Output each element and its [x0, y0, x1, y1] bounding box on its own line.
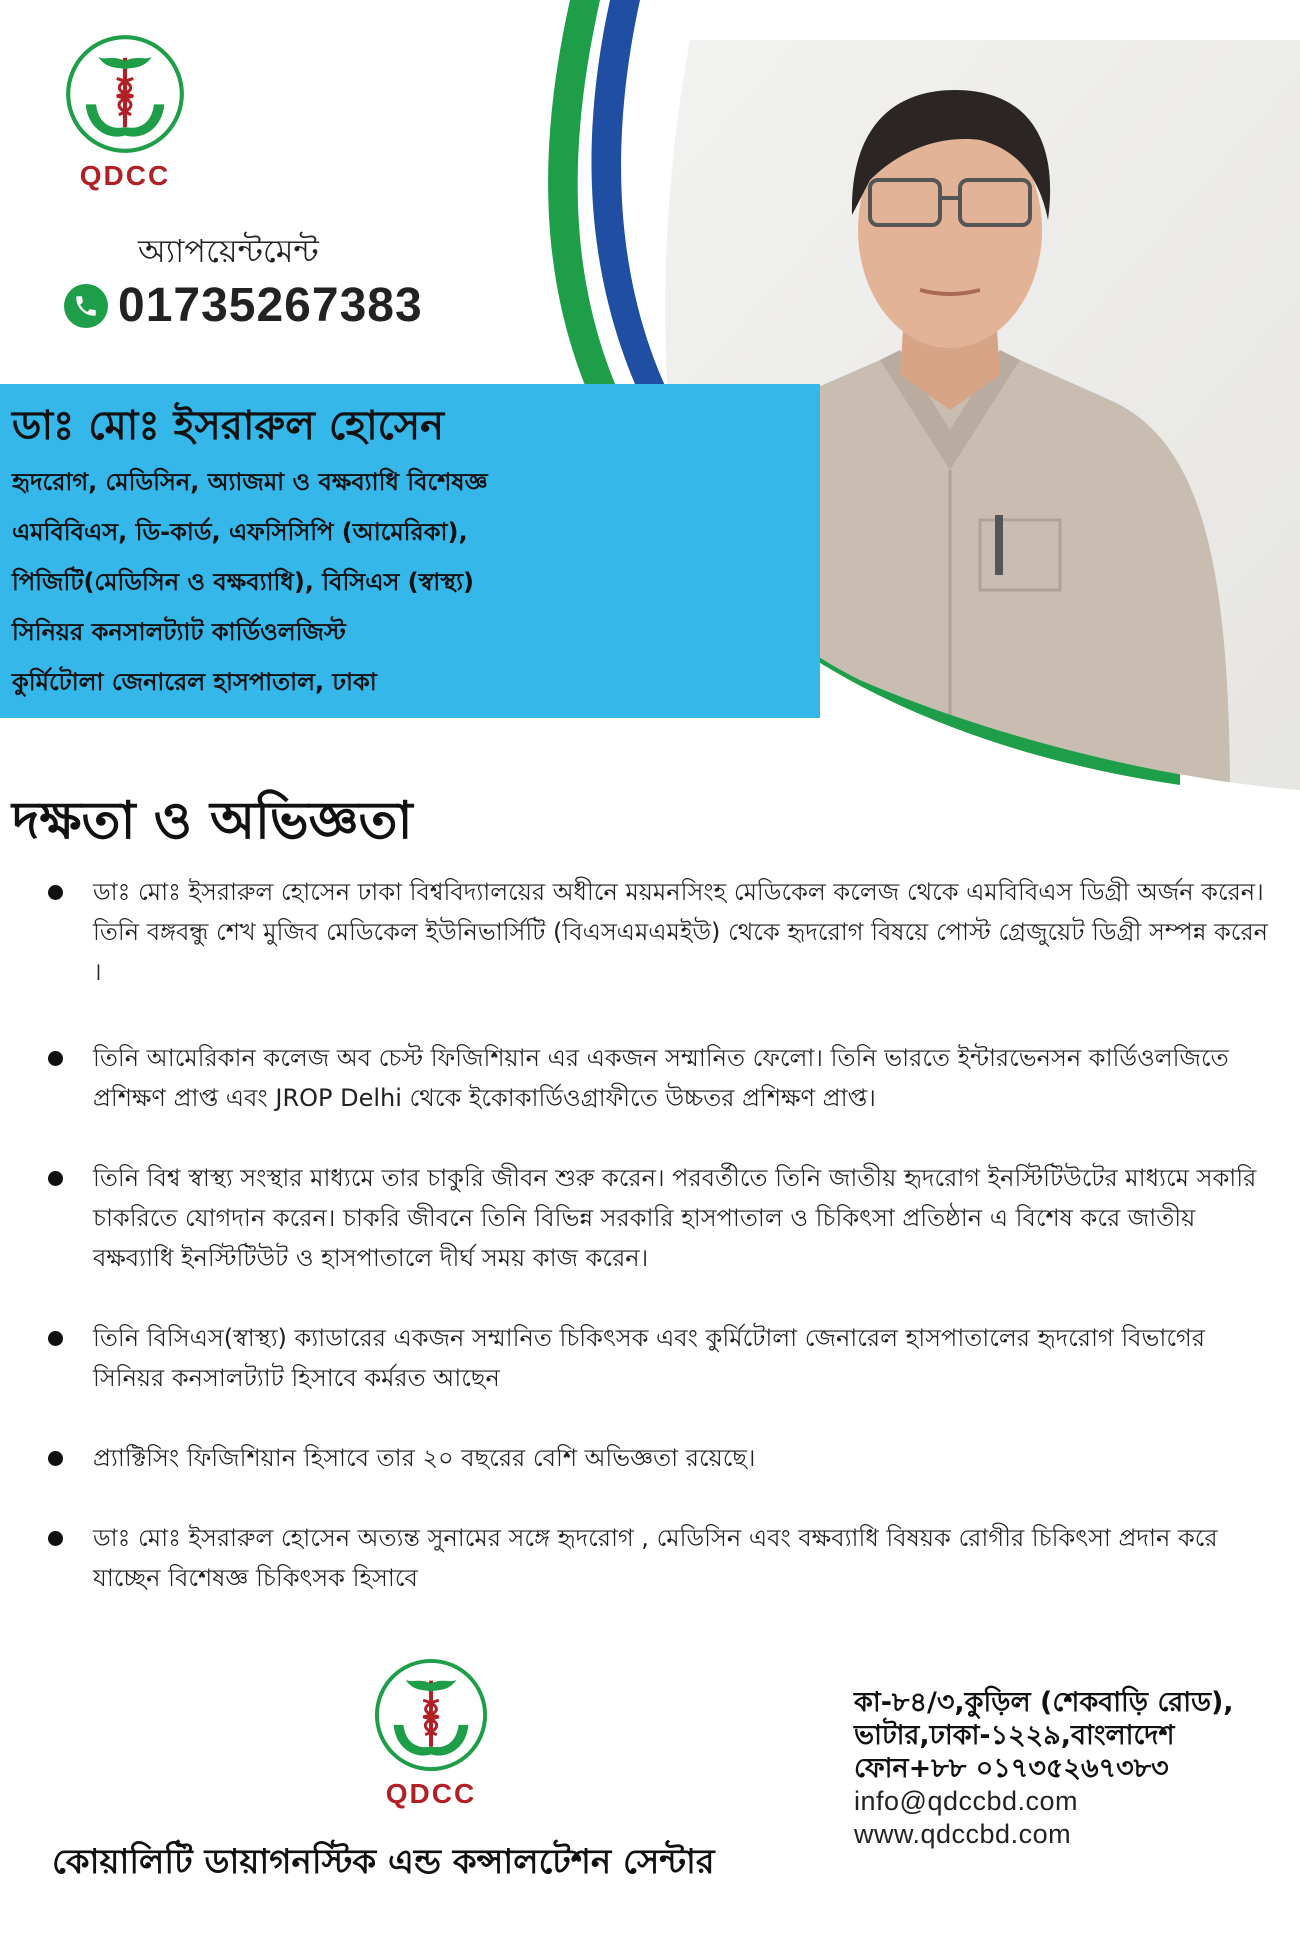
list-item-text: তিনি আমেরিকান কলেজ অব চেস্ট ফিজিশিয়ান এর একজন সম্মানিত ফেলো। তিনি ভারতে ইন্টারভেনসন কার্ডিওলজিতে প্রশিক্ষণ প্রাপ্ত এবং JROP Delhi থেকে ইকোকার্ডিওগ্রাফীতে উচ্চতর প্রশিক্ষণ প্রাপ্ত।	[93, 1044, 1229, 1112]
bullet-dot	[48, 885, 63, 900]
address-line-2: ভাটার,ঢাকা-১২২৯,বাংলাদেশ	[854, 1720, 1175, 1751]
contact-block	[854, 1686, 1294, 1851]
footer-phone[interactable]: ফোন+৮৮ ০১৭৩৫২৬৭৩৮৩	[854, 1753, 1169, 1784]
organization-name: কোয়ালিটি ডায়াগনস্টিক এন্ড কন্সালটেশন সেন্টার	[52, 1842, 715, 1882]
caduceus-hands-icon	[372, 1656, 490, 1774]
logo-text: QDCC	[79, 160, 171, 191]
list-item-text: ডাঃ মোঃ ইসরারুল হোসেন ঢাকা বিশ্ববিদ্যালয়ের অধীনে ময়মনসিংহ মেডিকেল কলেজ থেকে এমবিবিএস ডিগ্রী অর্জন করেন। তিনি বঙ্গবন্ধু শেখ মুজিব মেডিকেল ইউনিভার্সিটি (বিএসএমএমইউ) থেকে হৃদরোগ বিষয়ে পোস্ট গ্রেজুয়েট ডিগ্রী সম্পন্ন করেন ।	[93, 878, 1268, 986]
list-item	[48, 1438, 1278, 1478]
list-item	[48, 1038, 1278, 1118]
website-link[interactable]: www.qdccbd.com	[854, 1819, 1072, 1849]
bullet-dot	[48, 1171, 63, 1186]
caduceus-hands-icon	[63, 32, 187, 156]
logo-text-footer: QDCC	[385, 1778, 477, 1809]
section-title: দক্ষতা ও অভিজ্ঞতা	[12, 791, 413, 851]
doctor-training: পিজিটি(মেডিসিন ও বক্ষব্যাধি), বিসিএস (স্বাস্থ্য)	[12, 568, 475, 596]
email-link[interactable]: info@qdccbd.com	[854, 1786, 1079, 1816]
doctor-specialty: হৃদরোগ, মেডিসিন, অ্যাজমা ও বক্ষব্যাধি বিশেষজ্ঞ	[12, 468, 488, 496]
doctor-degrees: এমবিবিএস, ডি-কার্ড, এফসিসিপি (আমেরিকা),	[12, 518, 468, 546]
doctor-name: ডাঃ মোঃ ইসরারুল হোসেন	[12, 403, 445, 449]
qdcc-logo	[60, 32, 190, 192]
bullet-dot	[48, 1451, 63, 1466]
appointment-phone[interactable]	[64, 278, 423, 333]
bullet-dot	[48, 1051, 63, 1066]
list-item-text: ডাঃ মোঃ ইসরারুল হোসেন অত্যন্ত সুনামের সঙ্গে হৃদরোগ , মেডিসিন এবং বক্ষব্যাধি বিষয়ক রোগীর চিকিৎসা প্রদান করে যাচ্ছেন বিশেষজ্ঞ চিকিৎসক হিসাবে	[93, 1524, 1218, 1592]
list-item-text: প্র্যাক্টিসিং ফিজিশিয়ান হিসাবে তার ২০ বছরের বেশি অভিজ্ঞতা রয়েছে।	[93, 1444, 756, 1472]
bullet-dot	[48, 1331, 63, 1346]
address-line-1: কা-৮৪/৩,কুড়িল (শেকবাড়ি রোড),	[854, 1687, 1234, 1718]
list-item	[48, 872, 1278, 992]
bullet-dot	[48, 1531, 63, 1546]
list-item-text: তিনি বিসিএস(স্বাস্থ্য) ক্যাডারের একজন সম্মানিত চিকিৎসক এবং কুর্মিটোলা জেনারেল হাসপাতালের হৃদরোগ বিভাগের সিনিয়র কনসালট্যাট হিসাবে কর্মরত আছেন	[93, 1324, 1205, 1392]
list-item-text: তিনি বিশ্ব স্বাস্থ্য সংস্থার মাধ্যমে তার চাকুরি জীবন শুরু করেন। পরবর্তীতে তিনি জাতীয় হৃদরোগ ইনস্টিটিউটের মাধ্যমে সকারি চাকরিতে যোগদান করেন। চাকরি জীবনে তিনি বিভিন্ন সরকারি হাসপাতাল ও চিকিৎসা প্রতিষ্ঠান এ বিশেষ করে জাতীয় বক্ষব্যাধি ইনস্টিটিউট ও হাসপাতালে দীর্ঘ সময় কাজ করেন।	[93, 1164, 1257, 1272]
phone-icon	[64, 284, 108, 328]
list-item	[48, 1318, 1278, 1398]
qdcc-logo-footer	[366, 1656, 496, 1810]
doctor-position: সিনিয়র কনসালট্যাট কার্ডিওলজিস্ট	[12, 618, 346, 646]
doctor-hospital: কুর্মিটোলা জেনারেল হাসপাতাল, ঢাকা	[12, 668, 377, 696]
list-item	[48, 1158, 1278, 1278]
appointment-label: অ্যাপয়েন্টমেন্ট	[138, 232, 319, 270]
list-item	[48, 1518, 1278, 1598]
phone-number: 01735267383	[118, 279, 423, 332]
